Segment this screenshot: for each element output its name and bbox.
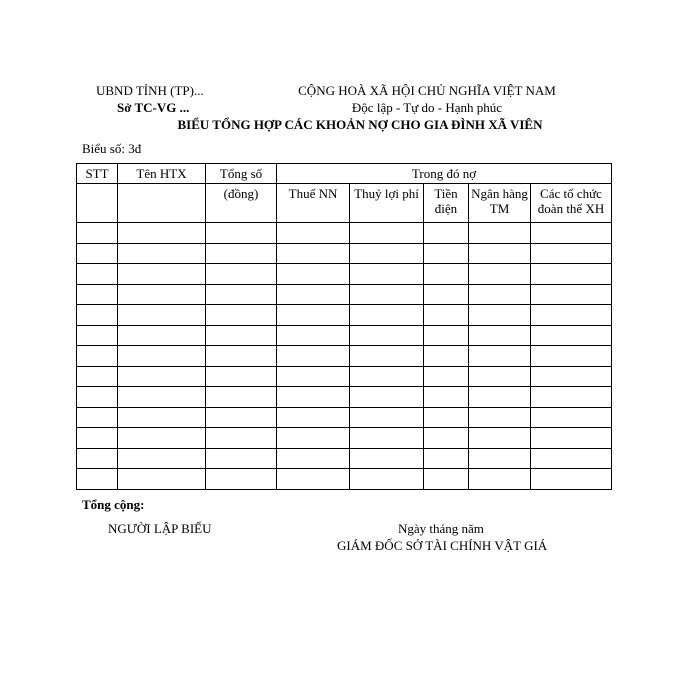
table-cell [424,223,469,244]
table-cell [469,407,531,428]
table-cell [77,428,118,449]
issuer-department: Sở TC-VG ... [117,100,190,115]
table-row [77,346,612,367]
table-cell [206,448,277,469]
table-cell [277,284,350,305]
table-cell [424,243,469,264]
table-cell [350,448,424,469]
table-cell [469,243,531,264]
table-cell [531,243,612,264]
table-cell [350,407,424,428]
table-cell [424,264,469,285]
column-group-trong-do-no: Trong đó nợ [277,164,612,184]
table-cell [206,366,277,387]
date-line: Ngày tháng năm [398,521,484,536]
table-cell [118,387,206,408]
table-cell [77,407,118,428]
table-cell [424,428,469,449]
header-line: đoàn thể XH [537,201,605,216]
table-cell [469,448,531,469]
table-cell [77,469,118,490]
table-cell [118,469,206,490]
table-cell [118,264,206,285]
table-cell [350,346,424,367]
column-header-tong-so-unit [206,184,277,223]
table-cell [424,325,469,346]
table-cell [77,325,118,346]
header-cell-empty [118,184,206,223]
table-cell [118,346,206,367]
table-cell [277,243,350,264]
table-row [77,325,612,346]
table-row [77,366,612,387]
table-cell [531,325,612,346]
header-row-1 [77,164,612,184]
table-cell [424,346,469,367]
table-cell [118,448,206,469]
table-cell [206,469,277,490]
table-cell [277,346,350,367]
table-row [77,469,612,490]
table-cell [77,346,118,367]
table-cell [424,448,469,469]
table-cell [77,243,118,264]
table-cell [424,366,469,387]
table-cell [424,305,469,326]
table-cell [206,243,277,264]
table-row [77,428,612,449]
table-cell [531,284,612,305]
header-cell-empty [77,184,118,223]
table-cell [469,305,531,326]
table-cell [350,325,424,346]
table-cell [531,407,612,428]
table-cell [206,305,277,326]
preparer-signature-label: NGƯỜI LẬP BIỂU [108,521,212,536]
table-cell [277,366,350,387]
table-cell [277,264,350,285]
table-cell [350,387,424,408]
table-body [77,223,612,490]
header-line: Ngân hàng [471,186,528,201]
table-cell [77,284,118,305]
table-cell [531,387,612,408]
table-cell [118,325,206,346]
table-cell [469,325,531,346]
table-cell [350,223,424,244]
table-row [77,243,612,264]
table-cell [118,223,206,244]
table-cell [350,366,424,387]
table-cell [424,407,469,428]
table-row [77,284,612,305]
column-header-tong-so: Tổng số [206,164,277,184]
table-row [77,407,612,428]
unit-label: (đồng) [223,186,259,201]
table-cell [469,264,531,285]
column-header-cac-to-chuc [531,184,612,223]
table-cell [206,346,277,367]
table-cell [469,223,531,244]
table-cell [118,243,206,264]
total-label: Tổng cộng: [82,497,145,512]
table-cell [118,428,206,449]
table-cell [277,448,350,469]
column-header-ngan-hang [469,184,531,223]
table-cell [118,305,206,326]
column-header-thuy-loi-phi: Thuỷ lợi phí [350,184,424,223]
table-cell [77,366,118,387]
table-cell [531,448,612,469]
table-cell [77,305,118,326]
table-cell [118,284,206,305]
table-cell [350,243,424,264]
header-line: điện [434,201,458,216]
table-cell [469,284,531,305]
table-cell [277,428,350,449]
table-cell [277,223,350,244]
table-cell [118,366,206,387]
form-number: Biểu số: 3đ [82,141,142,156]
table-cell [531,305,612,326]
director-signature-label: GIÁM ĐỐC SỞ TÀI CHÍNH VẬT GIÁ [337,538,548,553]
column-header-thue-nn: Thuế NN [277,184,350,223]
column-header-tien-dien [424,184,469,223]
table-cell [350,428,424,449]
table-cell [206,407,277,428]
table-cell [206,264,277,285]
table-cell [469,387,531,408]
table-cell [277,407,350,428]
table-cell [531,223,612,244]
table-cell [77,387,118,408]
table-cell [206,223,277,244]
table-cell [424,284,469,305]
table-cell [277,305,350,326]
table-cell [531,469,612,490]
table-cell [118,407,206,428]
table-cell [531,428,612,449]
table-cell [469,346,531,367]
table-cell [424,387,469,408]
header-line: Các tổ chức [540,186,602,201]
table-cell [206,284,277,305]
table-row [77,305,612,326]
header-line: TM [489,201,510,216]
document-title: BIỂU TỔNG HỢP CÁC KHOẢN NỢ CHO GIA ĐÌNH XÃ VIÊN [177,117,543,132]
table-cell [77,223,118,244]
table-cell [350,264,424,285]
table-cell [469,366,531,387]
table-cell [531,264,612,285]
table-cell [350,469,424,490]
table-cell [469,469,531,490]
table-cell [277,387,350,408]
table-cell [469,428,531,449]
table-cell [531,346,612,367]
column-header-stt: STT [77,164,118,184]
issuer-name: UBND TỈNH (TP)... [96,83,204,98]
national-motto-line2: Độc lập - Tự do - Hạnh phúc [351,100,503,115]
table-row [77,387,612,408]
table-cell [350,305,424,326]
table-row [77,264,612,285]
table-cell [206,387,277,408]
table-cell [424,469,469,490]
table-cell [277,325,350,346]
header-row-2 [77,184,612,223]
table-cell [531,366,612,387]
column-header-ten-htx: Tên HTX [118,164,206,184]
national-motto-line1: CỘNG HOÀ XÃ HỘI CHỦ NGHĨA VIỆT NAM [298,83,556,98]
table-cell [77,264,118,285]
table-row [77,223,612,244]
table-cell [206,428,277,449]
debt-summary-table [76,163,612,490]
table-cell [277,469,350,490]
table-cell [206,325,277,346]
table-row [77,448,612,469]
header-line: Tiền [434,186,458,201]
table-cell [350,284,424,305]
table-cell [77,448,118,469]
